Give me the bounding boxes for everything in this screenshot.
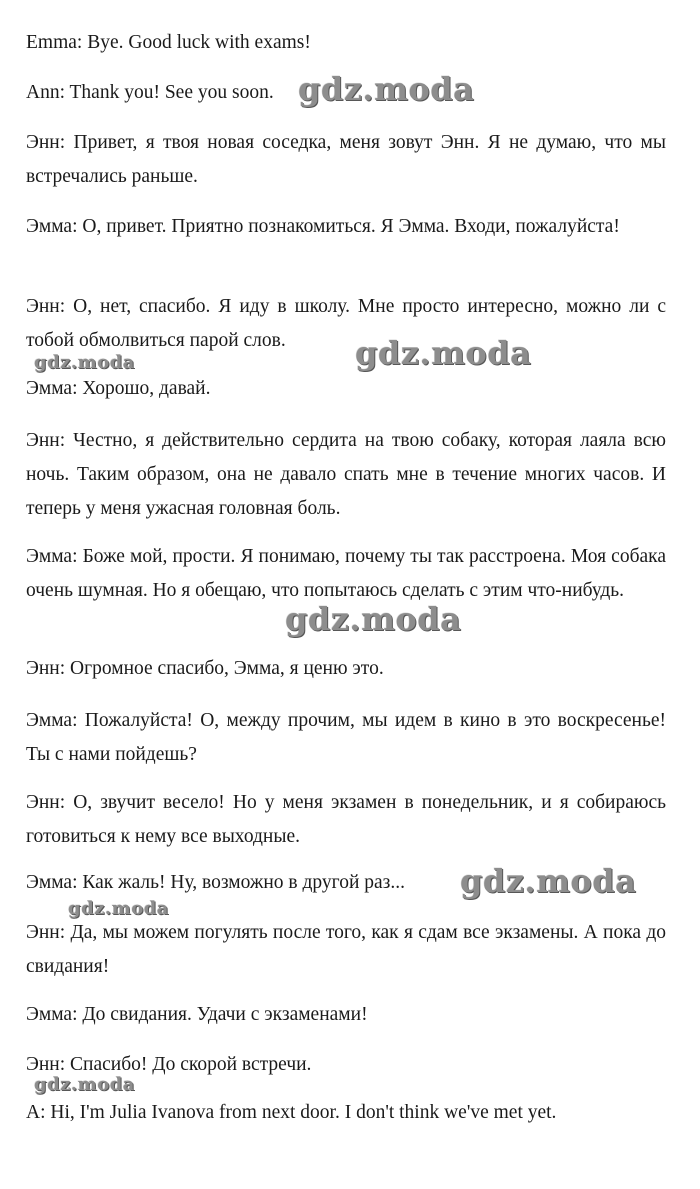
paragraph-10: Эмма: Пожалуйста! О, между прочим, мы идем в кино в это воскресенье! Ты с нами пойдешь? [26, 710, 666, 765]
watermark-logo: gdz.moda [34, 1074, 135, 1095]
watermark-logo: gdz.moda [68, 898, 169, 919]
watermark-logo: gdz.moda [34, 352, 135, 373]
paragraph-11: Энн: О, звучит весело! Но у меня экзамен в понедельник, и я собираюсь готовиться к нему все выходные. [26, 792, 666, 847]
watermark-logo: gdz.moda [355, 334, 532, 372]
paragraph-3: Энн: Привет, я твоя новая соседка, меня зовут Энн. Я не думаю, что мы встречались раньше. [26, 132, 666, 187]
paragraph-14: Эмма: До свидания. Удачи с экзаменами! [26, 1004, 368, 1025]
paragraph-12: Эмма: Как жаль! Ну, возможно в другой раз... [26, 872, 405, 893]
paragraph-13: Энн: Да, мы можем погулять после того, как я сдам все экзамены. А пока до свидания! [26, 922, 666, 977]
paragraph-4: Эмма: О, привет. Приятно познакомиться. Я Эмма. Входи, пожалуйста! [26, 216, 620, 237]
paragraph-2: Ann: Thank you! See you soon. [26, 82, 274, 103]
watermark-logo: gdz.moda [460, 862, 637, 900]
paragraph-7: Энн: Честно, я действительно сердита на твою собаку, которая лаяла всю ночь. Таким образом, она не давало спать мне в течение многих часов. И теперь у меня ужасная головная боль. [26, 430, 666, 519]
watermark-logo: gdz.moda [285, 600, 462, 638]
paragraph-9: Энн: Огромное спасибо, Эмма, я ценю это. [26, 658, 384, 679]
paragraph-5: Энн: О, нет, спасибо. Я иду в школу. Мне просто интересно, можно ли с тобой обмолвиться парой слов. [26, 296, 666, 351]
paragraph-1: Emma: Bye. Good luck with exams! [26, 32, 311, 53]
paragraph-8: Эмма: Боже мой, прости. Я понимаю, почему ты так расстроена. Моя собака очень шумная. Но я обещаю, что попытаюсь сделать с этим что-нибудь. [26, 546, 666, 601]
paragraph-6: Эмма: Хорошо, давай. [26, 378, 211, 399]
paragraph-16: A: Hi, I'm Julia Ivanova from next door. I don't think we've met yet. [26, 1102, 557, 1123]
paragraph-15: Энн: Спасибо! До скорой встречи. [26, 1054, 312, 1075]
watermark-logo: gdz.moda [298, 70, 475, 108]
